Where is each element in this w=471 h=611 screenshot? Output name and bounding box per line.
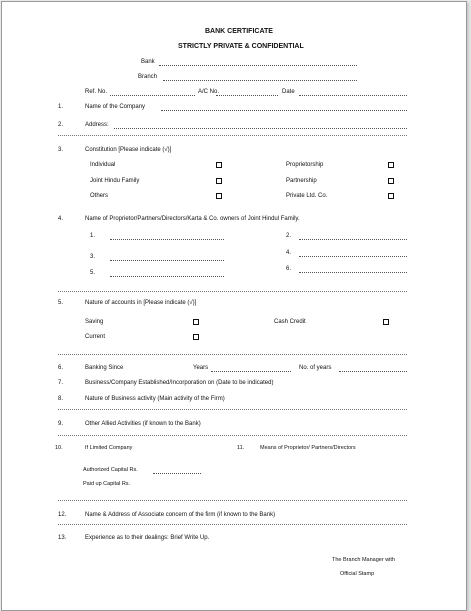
nature-business-label: Nature of Business activity (Main activity of the Firm) (85, 396, 225, 402)
bank-label: Bank (141, 59, 155, 65)
experience-label: Experience as to their dealings: Brief Write Up. (85, 535, 210, 541)
allied-label: Other Allied Activities (if known to the Bank) (85, 421, 201, 427)
separator-line (58, 409, 407, 410)
branch-field[interactable] (163, 80, 357, 81)
person-3-field[interactable] (110, 260, 224, 261)
proprietors-label: Name of Proprietor/Partners/Directors/Karta & Co. owners of Joint Hindul Family. (85, 216, 300, 222)
person-number: 3. (90, 254, 96, 260)
address-line-2[interactable] (58, 135, 407, 136)
company-name-field[interactable] (161, 110, 407, 111)
person-number: 6. (286, 266, 292, 272)
official-stamp-label: Official Stamp (340, 571, 375, 577)
branch-manager-label: The Branch Manager with (332, 557, 395, 563)
person-1-field[interactable] (110, 239, 224, 240)
item-number: 7. (58, 380, 64, 386)
paidup-capital-label: Paid up Capital Rs. (83, 481, 131, 487)
ac-label: A/C No. (198, 89, 220, 95)
option-private-ltd: Private Ltd. Co. (286, 193, 328, 199)
means-label: Means of Proprietor/ Partners/Directors (260, 445, 356, 451)
no-years-field[interactable] (339, 371, 407, 372)
company-name-label: Name of the Company (85, 104, 146, 110)
option-partnership: Partnership (286, 178, 317, 184)
authorized-capital-label: Authorized Capital Rs. (83, 467, 138, 473)
date-label: Date (282, 89, 295, 95)
date-field[interactable] (299, 95, 407, 96)
ref-label: Ref. No. (85, 89, 108, 95)
others-checkbox[interactable] (216, 193, 222, 199)
item-number: 9. (58, 421, 64, 427)
individual-checkbox[interactable] (216, 162, 222, 168)
item-number: 6. (58, 365, 64, 371)
option-joint-hindu: Joint Hindu Family (90, 178, 140, 184)
item-number: 13. (58, 535, 67, 541)
banking-since-label: Banking Since (85, 365, 124, 371)
separator-line (58, 435, 407, 436)
partnership-checkbox[interactable] (388, 178, 394, 184)
item-number: 11. (237, 445, 245, 451)
nature-accounts-label: Nature of accounts in [Please indicate (√)] (85, 300, 197, 306)
item-number: 10. (55, 445, 63, 451)
associate-label: Name & Address of Associate concern of the firm (if known to the Bank) (85, 512, 276, 518)
item-number: 2. (58, 122, 64, 128)
no-years-label: No. of years (299, 365, 332, 371)
separator-line (58, 354, 407, 355)
proprietorship-checkbox[interactable] (388, 162, 394, 168)
person-5-field[interactable] (110, 276, 224, 277)
person-number: 2. (286, 233, 292, 239)
established-label: Business/Company Established/Incorporation on (Date to be indicated) (85, 380, 274, 386)
years-label: Years (193, 365, 209, 371)
ref-field[interactable] (110, 95, 195, 96)
address-field[interactable] (114, 128, 407, 129)
person-2-field[interactable] (299, 239, 407, 240)
option-saving: Saving (85, 319, 104, 325)
item-number: 8. (58, 396, 64, 402)
years-field[interactable] (211, 371, 291, 372)
person-number: 4. (286, 250, 292, 256)
item-number: 3. (58, 147, 64, 153)
cash-credit-checkbox[interactable] (383, 319, 389, 325)
bank-field[interactable] (159, 65, 357, 66)
person-6-field[interactable] (299, 272, 407, 273)
constitution-label: Constitution [Please indicate (√)] (85, 147, 172, 153)
separator-line (58, 524, 407, 525)
private-ltd-checkbox[interactable] (388, 193, 394, 199)
ac-field[interactable] (216, 95, 278, 96)
item-number: 12. (58, 512, 67, 518)
authorized-capital-field[interactable] (153, 473, 201, 474)
person-4-field[interactable] (299, 256, 407, 257)
page-subtitle: STRICTLY PRIVATE & CONFIDENTIAL (178, 43, 304, 50)
separator-line (58, 291, 407, 292)
if-limited-label: If Limited Company (85, 445, 133, 451)
page-title: BANK CERTIFICATE (205, 28, 273, 35)
separator-line (58, 500, 407, 501)
branch-label: Branch (138, 74, 158, 80)
option-individual: Individual (90, 162, 116, 168)
address-label: Address: (85, 122, 109, 128)
saving-checkbox[interactable] (193, 319, 199, 325)
person-number: 5. (90, 270, 96, 276)
item-number: 5. (58, 300, 64, 306)
item-number: 1. (58, 104, 64, 110)
option-others: Others (90, 193, 109, 199)
option-proprietorship: Proprietorship (286, 162, 324, 168)
certificate-page (1, 1, 467, 611)
item-number: 4. (58, 216, 64, 222)
option-cash-credit: Cash Credit (274, 319, 306, 325)
option-current: Current (85, 334, 106, 340)
person-number: 1. (90, 233, 96, 239)
joint-hindu-checkbox[interactable] (216, 178, 222, 184)
current-checkbox[interactable] (193, 334, 199, 340)
